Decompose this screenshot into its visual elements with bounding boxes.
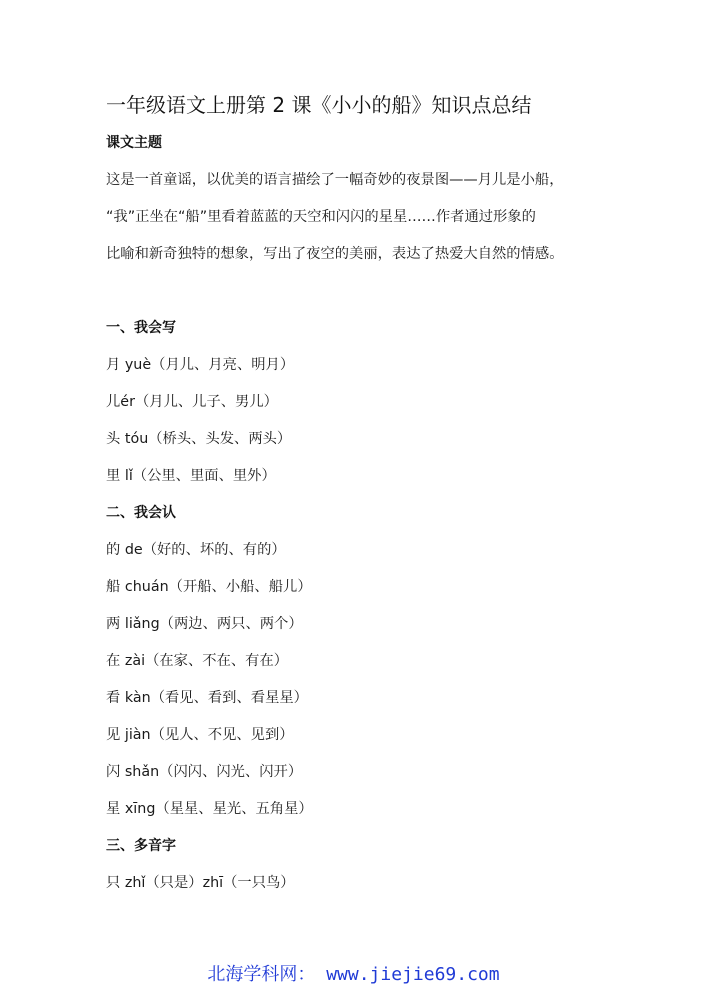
list-item: 在 zài（在家、不在、有在） (106, 653, 289, 669)
list-item: 船 chuán（开船、小船、船儿） (106, 579, 312, 595)
section-heading-write: 一、我会写 (106, 320, 176, 336)
list-item: 里 lǐ（公里、里面、里外） (106, 468, 276, 484)
theme-heading: 课文主题 (106, 135, 162, 151)
theme-paragraph-line-3: 比喻和新奇独特的想象，写出了夜空的美丽，表达了热爱大自然的情感。 (106, 246, 564, 262)
list-item: 只 zhǐ（只是）zhī（一只鸟） (106, 875, 295, 891)
list-item: 头 tóu（桥头、头发、两头） (106, 431, 292, 447)
list-item: 月 yuè（月儿、月亮、明月） (106, 357, 295, 373)
section-heading-polyphone: 三、多音字 (106, 838, 176, 854)
list-item: 的 de（好的、坏的、有的） (106, 542, 286, 558)
list-item: 闪 shǎn（闪闪、闪光、闪开） (106, 764, 303, 780)
footer-watermark-link[interactable]: 北海学科网： www.jiejie69.com (207, 964, 500, 985)
theme-paragraph-line-1: 这是一首童谣，以优美的语言描绘了一幅奇妙的夜景图——月儿是小船， (106, 172, 564, 188)
list-item: 见 jiàn（见人、不见、见到） (106, 727, 294, 743)
list-item: 两 liǎng（两边、两只、两个） (106, 616, 303, 632)
theme-paragraph-line-2: “我”正坐在“船”里看着蓝蓝的天空和闪闪的星星……作者通过形象的 (106, 209, 536, 225)
list-item: 儿ér（月儿、儿子、男儿） (106, 394, 278, 410)
section-heading-recognize: 二、我会认 (106, 505, 176, 521)
document-title: 一年级语文上册第 2 课《小小的船》知识点总结 (106, 93, 532, 117)
list-item: 看 kàn（看见、看到、看星星） (106, 690, 308, 706)
list-item: 星 xīng（星星、星光、五角星） (106, 801, 313, 817)
